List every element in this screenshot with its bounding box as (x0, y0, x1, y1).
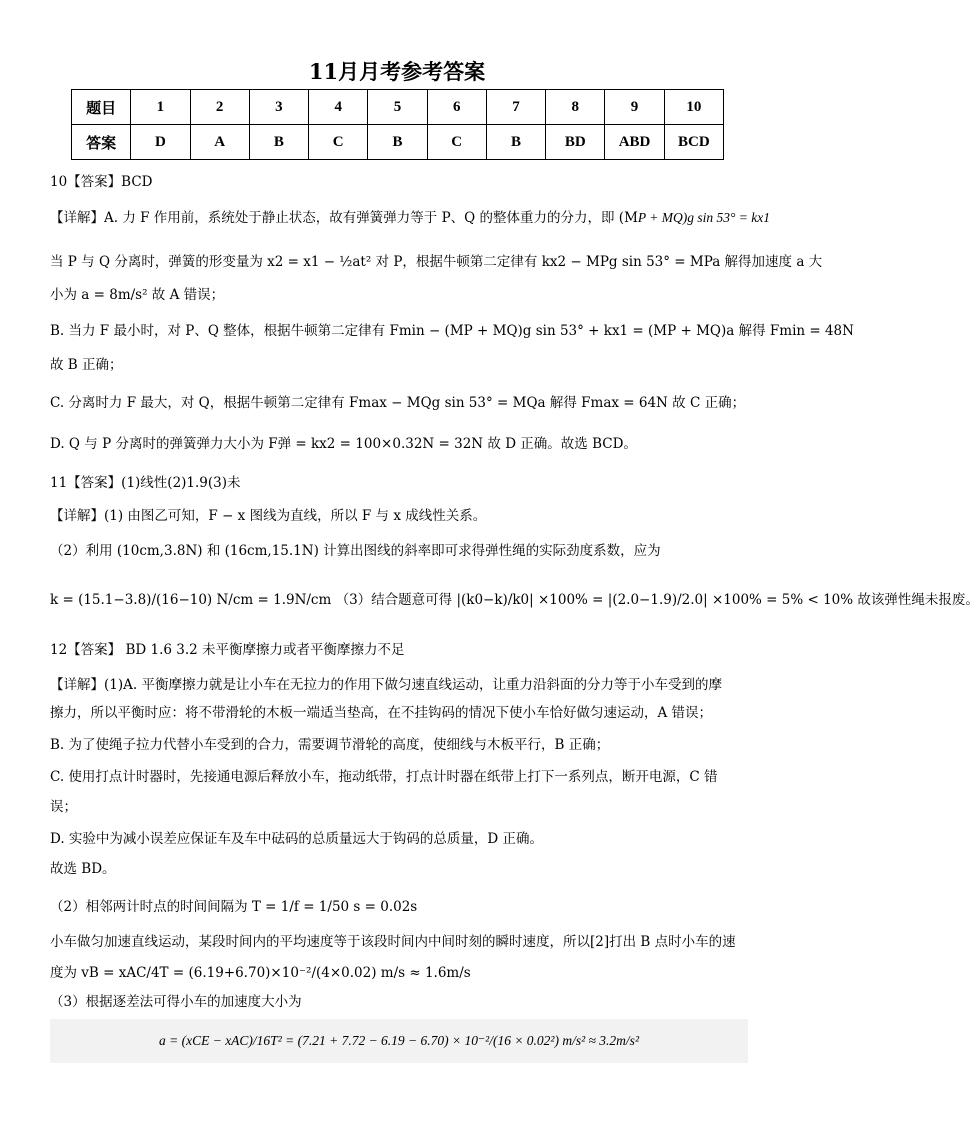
table-cell: 1 (131, 90, 190, 125)
q10-detail-d: D. Q 与 P 分离时的弹簧弹力大小为 F弹 = kx2 = 100×0.32N = 32N 故 D 正确。故选 BCD。 (50, 436, 637, 452)
q12-time-interval: （2）相邻两计时点的时间间隔为 T = 1/f = 1/50 s = 0.02s (50, 899, 418, 915)
table-cell: D (131, 125, 190, 160)
acceleration-formula: a = (xCE − xAC)/16T² = (7.21 + 7.72 − 6.19 − 6.70) × 10⁻²/(16 × 0.02²) m/s² ≈ 3.2m/s² (158, 1033, 639, 1048)
q10-detail-a-part1 (50, 208, 771, 228)
table-cell: BD (546, 125, 605, 160)
table-cell: A (190, 125, 249, 160)
table-cell: B (249, 125, 308, 160)
q12-detail-a-part2: 擦力，所以平衡时应：将不带滑轮的木板一端适当垫高，在不挂钩码的情况下使小车恰好做匀速运动，A 错误； (50, 705, 713, 721)
table-cell: 2 (190, 90, 249, 125)
q11-answer: 11【答案】(1)线性(2)1.9(3)未 (50, 475, 241, 491)
q11-detail-3: k = (15.1−3.8)/(16−10) N/cm = 1.9N/cm （3）结合题意可得 |(k0−k)/k0| ×100% = |(2.0−1.9)/2.0| ×100% = 5% < 10% 故该弹性绳未报废。 (50, 592, 979, 608)
q10-answer: 10【答案】BCD (50, 174, 153, 190)
acceleration-formula-box (50, 1019, 748, 1063)
q12-detail-b: B. 为了使绳子拉力代替小车受到的合力，需要调节滑轮的高度，使细线与木板平行，B 正确； (50, 737, 610, 753)
table-cell: 6 (427, 90, 486, 125)
table-cell: B (368, 125, 427, 160)
q10-detail-b: B. 当力 F 最小时，对 P、Q 整体，根据牛顿第二定律有 Fmin − (MP + MQ)g sin 53° + kx1 = (MP + MQ)a 解得 Fmin = 48N (50, 323, 854, 339)
q10-text: 【详解】A. 力 F 作用前，系统处于静止状态，故有弹簧弹力等于 P、Q 的整体重力的分力，即 (M (50, 210, 638, 226)
table-cell: 10 (664, 90, 723, 125)
table-cell: ABD (605, 125, 664, 160)
q12-detail-a-part1: 【详解】(1)A. 平衡摩擦力就是让小车在无拉力的作用下做匀速直线运动，让重力沿斜面的分力等于小车受到的摩 (50, 677, 722, 693)
page-title: 11月月考参考答案 (308, 59, 486, 84)
table-cell: 题目 (72, 90, 131, 125)
q10-detail-a-part2: 当 P 与 Q 分离时，弹簧的形变量为 x2 = x1 − ½at² 对 P，根据牛顿第二定律有 kx2 − MPg sin 53° = MPa 解得加速度 a 大 (50, 254, 823, 270)
q12-answer: 12【答案】 BD 1.6 3.2 未平衡摩擦力或者平衡摩擦力不足 (50, 642, 405, 658)
q12-detail-c-part1: C. 使用打点计时器时，先接通电源后释放小车，拖动纸带，打点计时器在纸带上打下一系列点，断开电源，C 错 (50, 769, 718, 785)
q12-conclusion: 故选 BD。 (50, 861, 116, 877)
q12-acceleration-intro: （3）根据逐差法可得小车的加速度大小为 (50, 994, 302, 1010)
table-cell: 5 (368, 90, 427, 125)
table-cell: 答案 (72, 125, 131, 160)
q10-detail-b-conclusion: 故 B 正确； (50, 357, 123, 373)
q10-formula: P + MQ)g sin 53° = kx1 (637, 210, 771, 225)
table-cell: C (309, 125, 368, 160)
table-row (72, 90, 724, 125)
q10-detail-a-part3: 小为 a = 8m/s² 故 A 错误； (50, 287, 225, 303)
q10-detail-c: C. 分离时力 F 最大，对 Q，根据牛顿第二定律有 Fmax − MQg sin 53° = MQa 解得 Fmax = 64N 故 C 正确； (50, 395, 746, 411)
q12-velocity-explanation: 小车做匀加速直线运动，某段时间内的平均速度等于该段时间内中间时刻的瞬时速度，所以[2]打出 B 点时小车的速 (50, 934, 736, 950)
table-cell: 8 (546, 90, 605, 125)
table-cell: 7 (486, 90, 545, 125)
q11-detail-1: 【详解】(1) 由图乙可知，F − x 图线为直线，所以 F 与 x 成线性关系。 (50, 508, 487, 524)
table-cell: BCD (664, 125, 723, 160)
q12-detail-d: D. 实验中为减小误差应保证车及车中砝码的总质量远大于钩码的总质量，D 正确。 (50, 831, 544, 847)
q12-velocity-formula: 度为 vB = xAC/4T = (6.19+6.70)×10⁻²/(4×0.02) m/s ≈ 1.6m/s (50, 965, 471, 981)
q11-detail-2: （2）利用 (10cm,3.8N) 和 (16cm,15.1N) 计算出图线的斜率即可求得弹性绳的实际劲度系数，应为 (50, 543, 661, 559)
table-cell: C (427, 125, 486, 160)
table-cell: B (486, 125, 545, 160)
q12-detail-c-part2: 误； (50, 799, 77, 815)
table-cell: 4 (309, 90, 368, 125)
table-cell: 9 (605, 90, 664, 125)
answer-table (71, 89, 724, 160)
table-row (72, 125, 724, 160)
table-cell: 3 (249, 90, 308, 125)
